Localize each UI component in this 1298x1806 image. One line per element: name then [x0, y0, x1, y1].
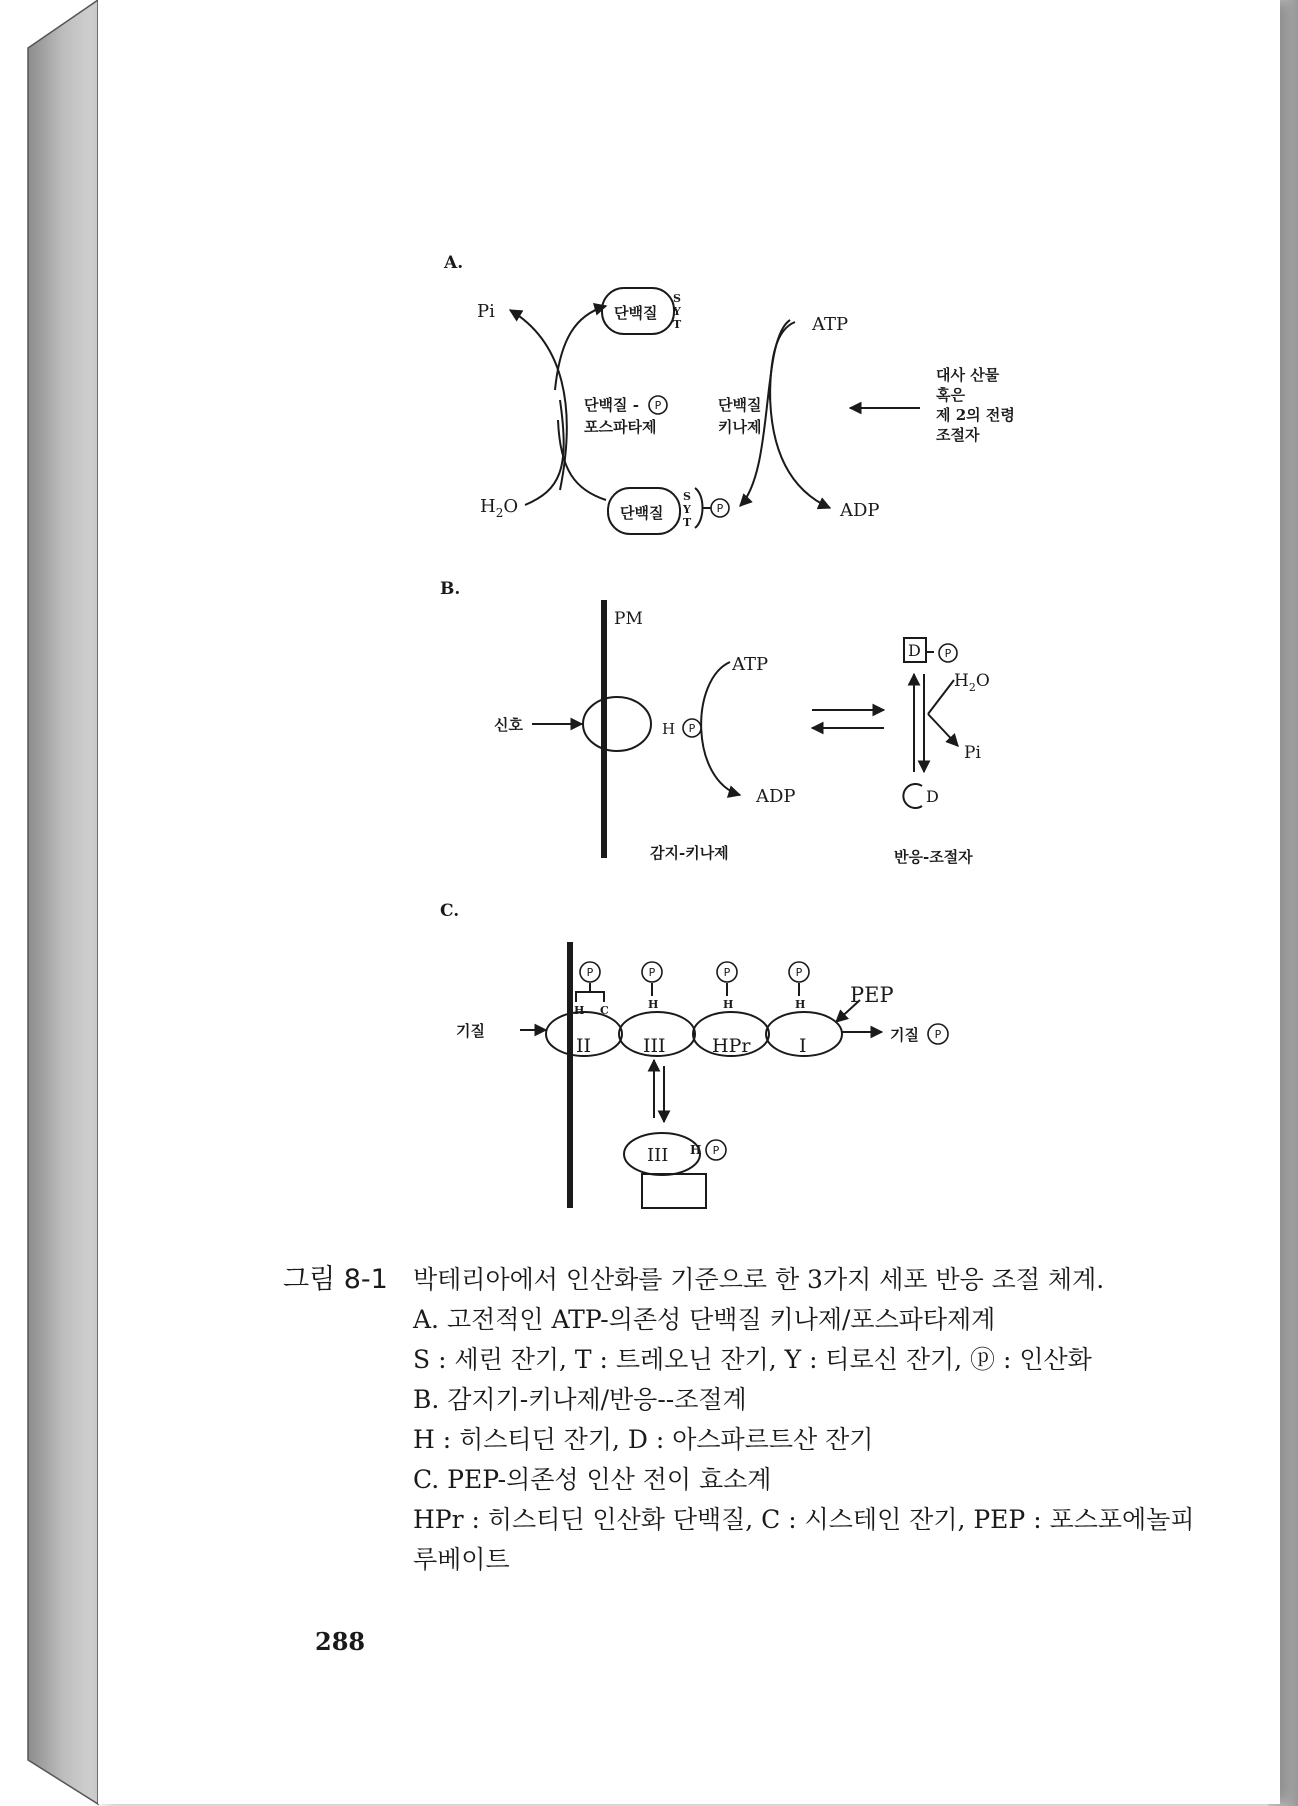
h2o-label-a: $H_2O$ [480, 496, 519, 520]
pi-label-a: Pi [477, 301, 495, 322]
page-number: 288 [315, 1627, 366, 1656]
histidine-h-ii: H [574, 1004, 585, 1017]
figure-number: 그림 8-1 [283, 1264, 388, 1295]
complex-h-label: H [690, 1143, 702, 1157]
kinase-label-line1: 단백질 [718, 396, 762, 414]
phosphate-p-b2: P [944, 647, 952, 660]
unit-i-label: I [799, 1035, 807, 1057]
atp-label-a: ATP [812, 314, 849, 335]
phosphate-p-c1: P [586, 966, 594, 979]
caption-line-6: C. PEP-의존성 인산 전이 효소계 [413, 1465, 772, 1494]
residue-s-bottom: S [683, 490, 691, 503]
unit-hpr-label: HPr [712, 1035, 751, 1057]
caption-line-4: B. 감지기-키나제/반응--조절계 [413, 1385, 747, 1414]
phosphate-p-c3: P [723, 966, 731, 979]
pep-label: PEP [850, 983, 894, 1007]
cysteine-c-ii: C [600, 1004, 609, 1017]
residue-t-top: T [673, 318, 682, 331]
caption-line-2: A. 고전적인 ATP-의존성 단백질 키나제/포스파타제계 [413, 1305, 996, 1334]
caption-line-1: 박테리아에서 인산화를 기준으로 한 3가지 세포 반응 조절 체계. [413, 1265, 1105, 1294]
caption-line-3: S : 세린 잔기, T : 트레오닌 잔기, Y : 티로신 잔기, ⓟ : 인산화 [413, 1345, 1092, 1374]
unit-iii-label: III [643, 1035, 666, 1057]
effector-line2: 혹은 [936, 386, 965, 404]
kinase-label-line2: 키나제 [718, 418, 762, 436]
caption-line-8: 루베이트 [413, 1545, 510, 1574]
caption-line-5: H : 히스티딘 잔기, D : 아스파르트산 잔기 [413, 1425, 874, 1454]
unit-ii-label: II [576, 1035, 592, 1057]
histidine-h-i: H [795, 998, 806, 1011]
residue-t-bottom: T [683, 516, 692, 529]
phosphate-p-c6: P [712, 1144, 720, 1157]
panel-a-title: A. [444, 253, 464, 273]
panel-c-title: C. [440, 901, 460, 921]
phosphate-p-c2: P [648, 966, 656, 979]
figure-caption [413, 1260, 1194, 1580]
phosphate-p-c5: P [934, 1028, 942, 1041]
phosphate-p-a1: P [654, 399, 662, 412]
histidine-label-b: H [662, 720, 676, 738]
histidine-h-iii: H [648, 998, 659, 1011]
protein-label: 단백질 [614, 304, 658, 322]
protein-p-label: 단백질 [620, 504, 664, 522]
atp-label-b: ATP [732, 654, 769, 675]
phosphate-p-c4: P [795, 966, 803, 979]
effector-line3: 제 2의 전령 [936, 406, 1015, 424]
pi-label-b: Pi [964, 743, 981, 763]
caption-line-7: HPr : 히스티딘 인산화 단백질, C : 시스테인 잔기, PEP : 포스포에놀피 [413, 1505, 1195, 1534]
phosphatase-label-line2: 포스파타제 [584, 418, 657, 436]
phosphate-p-a2: P [716, 502, 724, 515]
h2o-label-b: $H_2O$ [954, 671, 990, 694]
adp-label-b: ADP [756, 786, 796, 807]
complex-iii-label: III [647, 1145, 669, 1166]
adp-label-a: ADP [840, 500, 880, 521]
signal-label: 신호 [494, 716, 523, 734]
aspartate-label-bottom: D [926, 787, 939, 806]
phosphatase-label-line1: 단백질 - [584, 396, 639, 414]
substrate-out-label: 기질 [890, 1026, 919, 1044]
residue-y-top: Y [673, 305, 681, 318]
response-regulator-label: 반응-조절자 [894, 848, 973, 866]
pm-label: PM [614, 609, 643, 629]
effector-line4: 조절자 [936, 426, 980, 444]
residue-y-bottom: Y [683, 503, 691, 516]
substrate-in-label: 기질 [456, 1022, 485, 1040]
panel-b-title: B. [440, 579, 461, 599]
histidine-h-hpr: H [723, 998, 734, 1011]
phosphate-p-b1: P [688, 722, 696, 735]
aspartate-label-top: D [908, 641, 921, 660]
residue-s-top: S [673, 292, 681, 305]
sensor-kinase-label: 감지-키나제 [650, 844, 729, 862]
effector-line1: 대사 산물 [936, 366, 1000, 384]
